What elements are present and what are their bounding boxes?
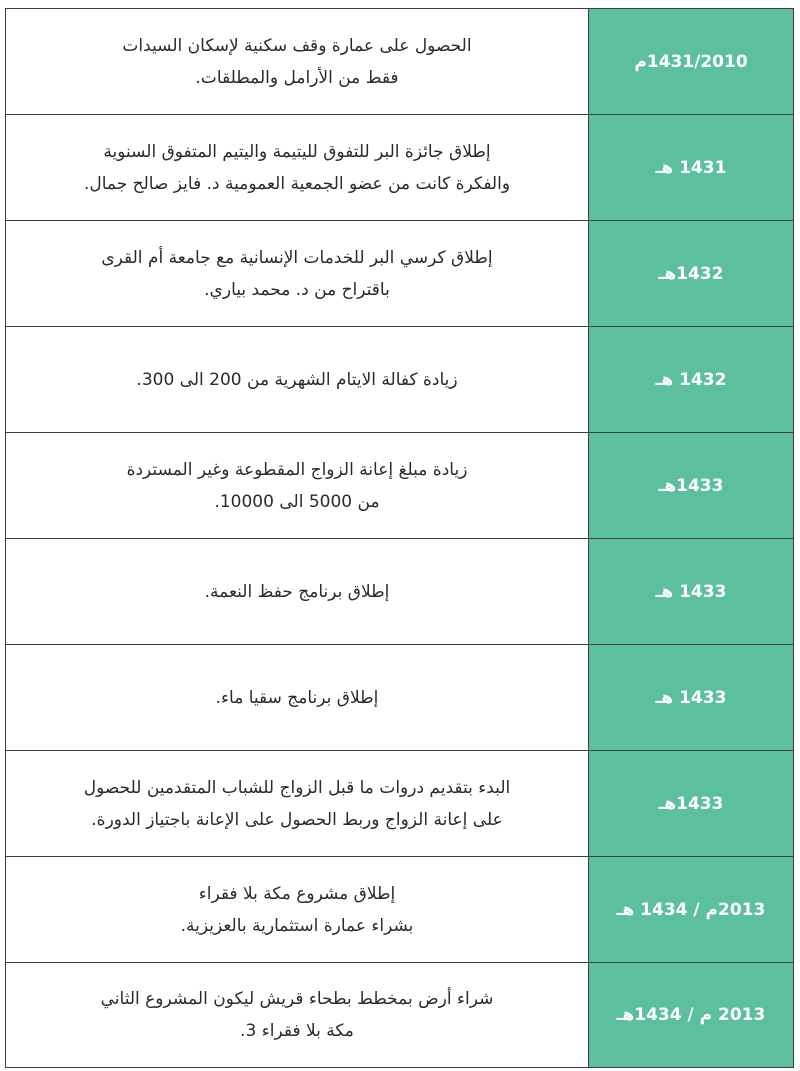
- event-description-cell: [6, 539, 589, 644]
- event-date: 1432هـ: [658, 263, 724, 284]
- event-description: شراء أرض بمخطط بطحاء قريش ليكون المشروع الثاني مكة بلا فقراء 3.: [100, 989, 494, 1041]
- event-date: 1433هـ: [658, 793, 724, 814]
- timeline-row: [6, 963, 793, 1067]
- event-date-cell: [589, 645, 793, 750]
- event-date-cell: [589, 9, 793, 114]
- event-description-cell: [6, 751, 589, 856]
- event-description-cell: [6, 9, 589, 114]
- event-date-cell: [589, 963, 793, 1067]
- timeline-row: [6, 327, 793, 433]
- event-description: إطلاق برنامج حفظ النعمة.: [204, 581, 390, 602]
- event-date: 1432 هـ: [655, 369, 727, 390]
- event-date: 1431/2010م: [634, 51, 748, 72]
- timeline-row: [6, 645, 793, 751]
- event-description: زيادة كفالة الايتام الشهرية من 200 الى 300.: [136, 369, 458, 390]
- event-date-cell: [589, 433, 793, 538]
- event-description: إطلاق برنامج سقيا ماء.: [215, 687, 379, 708]
- timeline-row: [6, 221, 793, 327]
- event-description-cell: [6, 221, 589, 326]
- timeline-table: [5, 8, 794, 1068]
- event-description-cell: [6, 645, 589, 750]
- event-date-cell: [589, 221, 793, 326]
- event-date: 1431 هـ: [655, 157, 727, 178]
- event-description: البدء بتقديم دروات ما قبل الزواج للشباب المتقدمين للحصول على إعانة الزواج وربط الحصول على الإعانة باجتياز الدورة.: [83, 777, 511, 830]
- event-description-cell: [6, 963, 589, 1067]
- event-description: الحصول على عمارة وقف سكنية لإسكان السيدات فقط من الأرامل والمطلقات.: [122, 35, 472, 88]
- timeline-row: [6, 539, 793, 645]
- event-date-cell: [589, 539, 793, 644]
- event-date-cell: [589, 327, 793, 432]
- timeline-row: [6, 115, 793, 221]
- event-date-cell: [589, 115, 793, 220]
- event-date: 2013 م / 1434هـ: [616, 1005, 766, 1025]
- timeline-row: [6, 433, 793, 539]
- event-date: 1433 هـ: [655, 687, 727, 708]
- event-date: 2013م / 1434 هـ: [616, 899, 766, 920]
- event-description: إطلاق مشروع مكة بلا فقراء بشراء عمارة استثمارية بالعزيزية.: [180, 883, 414, 936]
- event-description: إطلاق جائزة البر للتفوق لليتيمة واليتيم المتفوق السنوية والفكرة كانت من عضو الجمعية العمومية د. فايز صالح جمال.: [83, 141, 511, 194]
- event-description: زيادة مبلغ إعانة الزواج المقطوعة وغير المستردة من 5000 الى 10000.: [126, 459, 468, 512]
- event-description-cell: [6, 857, 589, 962]
- event-date-cell: [589, 751, 793, 856]
- timeline-row: [6, 751, 793, 857]
- event-description-cell: [6, 115, 589, 220]
- event-description-cell: [6, 433, 589, 538]
- timeline-row: [6, 857, 793, 963]
- event-description-cell: [6, 327, 589, 432]
- event-date: 1433هـ: [658, 475, 724, 496]
- event-description: إطلاق كرسي البر للخدمات الإنسانية مع جامعة أم القرى باقتراح من د. محمد بياري.: [101, 247, 493, 300]
- timeline-row: [6, 9, 793, 115]
- event-date-cell: [589, 857, 793, 962]
- event-date: 1433 هـ: [655, 581, 727, 602]
